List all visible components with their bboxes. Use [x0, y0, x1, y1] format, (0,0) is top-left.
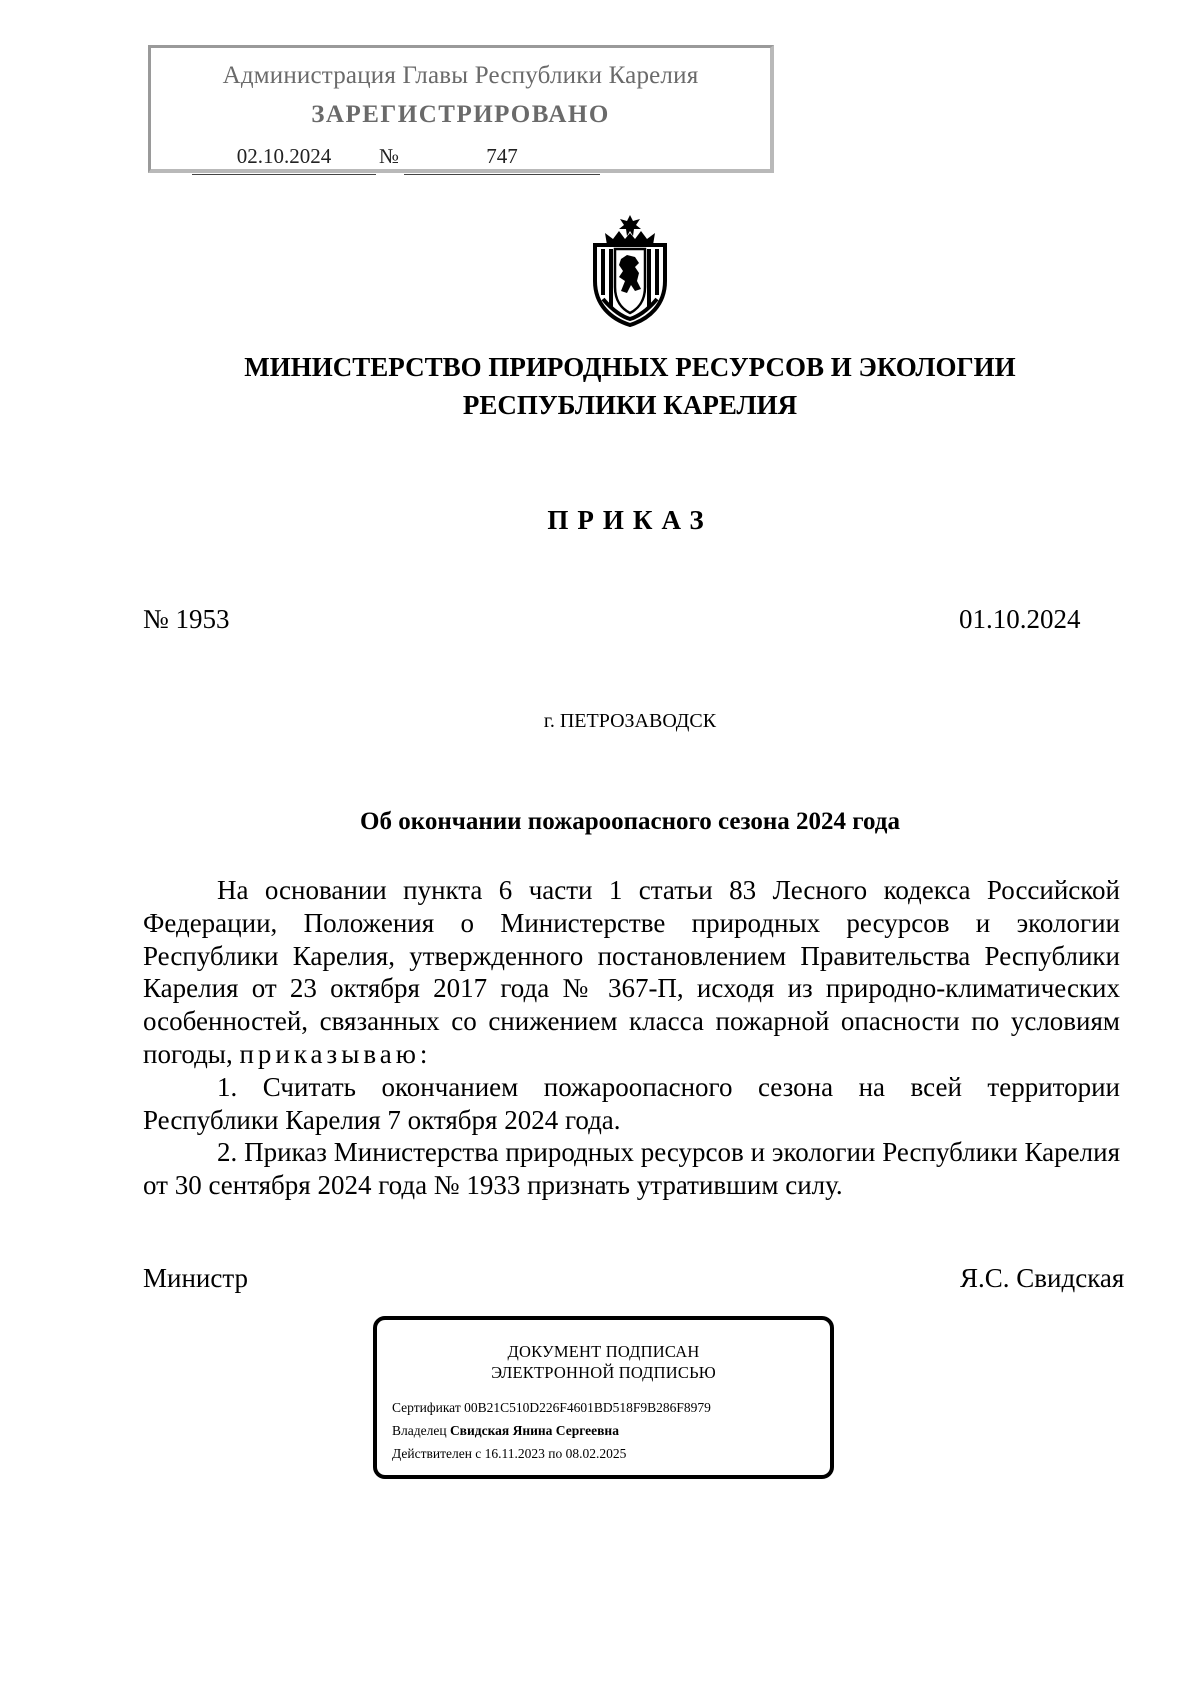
signatory-name: Я.С. Свидская: [960, 1263, 1125, 1293]
order-number: № 1953: [143, 604, 230, 634]
esign-validity-row: [392, 1446, 626, 1462]
body-intro-text: На основании пункта 6 части 1 статьи 83 Лесного кодекса Российской Федерации, Положения о Министерстве природных ресурсов и экологии Республики Карелия, утвержденного постановлением Правительства Республики Карелия от 23 октября 2017 года № 367-П, исходя из природно-климатических особенностей, связанных со снижением класса пожарной опасности по условиям погоды,: [143, 875, 1120, 1069]
esign-title-line2: ЭЛЕКТРОННОЙ ПОДПИСЬЮ: [491, 1363, 716, 1382]
city-label: г. ПЕТРОЗАВОДСК: [543, 710, 717, 732]
esign-owner-label: Владелец: [392, 1423, 447, 1438]
electronic-signature-stamp: [373, 1316, 834, 1479]
registration-date-field: [192, 144, 376, 175]
body-order-word: приказываю:: [239, 1038, 432, 1069]
document-subject: Об окончании пожароопасного сезона 2024 года: [360, 808, 900, 835]
document-body: [143, 874, 1120, 1202]
esign-owner-row: [392, 1423, 619, 1439]
registration-stamp-authority: Администрация Главы Республики Карелия: [222, 62, 699, 89]
esign-owner: Свидская Янина Сергеевна: [449, 1423, 619, 1438]
document-type-title: ПРИКАЗ: [547, 505, 713, 535]
esign-certificate: 00B21C510D226F4601BD518F9B286F8979: [464, 1400, 711, 1415]
esign-title-line1: ДОКУМЕНТ ПОДПИСАН: [507, 1342, 700, 1361]
body-item-1: 1. Считать окончанием пожароопасного сезона на всей территории Республики Карелия 7 октября 2024 года.: [143, 1071, 1120, 1135]
registration-number: 747: [486, 144, 518, 168]
signatory-title: Министр: [143, 1263, 248, 1293]
esign-valid-label: Действителен с: [392, 1446, 482, 1461]
ministry-name-line1: МИНИСТЕРСТВО ПРИРОДНЫХ РЕСУРСОВ И ЭКОЛОГИИ: [244, 352, 1016, 382]
registration-stamp-status: ЗАРЕГИСТРИРОВАНО: [311, 101, 610, 128]
karelia-coat-of-arms-icon: [583, 215, 677, 327]
esign-valid-to-label: по: [548, 1446, 563, 1461]
esign-valid-from: 16.11.2023: [484, 1446, 545, 1461]
esign-certificate-label: Сертификат: [392, 1400, 461, 1415]
esign-certificate-row: [392, 1400, 711, 1416]
registration-number-label: №: [379, 144, 400, 168]
body-intro-paragraph: [143, 874, 1120, 1071]
ministry-name-line2: РЕСПУБЛИКИ КАРЕЛИЯ: [462, 390, 798, 420]
registration-number-field: [404, 144, 600, 175]
order-date: 01.10.2024: [959, 604, 1081, 634]
registration-date: 02.10.2024: [236, 144, 332, 168]
registration-stamp: [148, 45, 774, 173]
esign-valid-to: 08.02.2025: [565, 1446, 627, 1461]
body-item-2: 2. Приказ Министерства природных ресурсов и экологии Республики Карелия от 30 сентября 2024 года № 1933 признать утратившим силу.: [143, 1137, 1120, 1201]
